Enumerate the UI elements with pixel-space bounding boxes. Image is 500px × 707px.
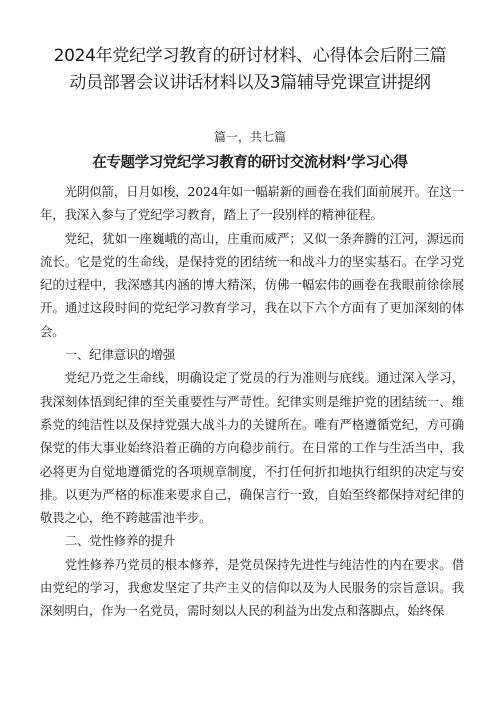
paragraph-section-1: 党纪乃党之生命线，明确设定了党员的行为准则与底线。通过深入学习，我深刻体悟到纪律的至关重要性与严苛性。纪律实则是维护党的团结统一、维系党的纯洁性以及保持党强大战斗力的关键所在。唯有严格遵循党纪，方可确保党的伟大事业始终沿着正确的方向稳步前行。在日常的工作与生活当中，我必将更为自觉地遵循党的各项规章制度，不打任何折扣地执行组织的决定与安排。以更为严格的标准来要求自己，确保言行一致，自始至终都保持对纪律的敬畏之心，绝不跨越雷池半步。	[40, 370, 464, 526]
paragraph-section-2: 党性修养乃党员的根本修养，是党员保持先进性与纯洁性的内在要求。借由党纪的学习，我愈发坚定了共产主义的信仰以及为人民服务的宗旨意识。我深刻明白，作为一名党员，需时刻以人民的利益为出发点和落脚点，始终保	[40, 556, 464, 619]
document-title-line-1: 2024年党纪学习教育的研讨材料、心得体会后附三篇	[53, 46, 447, 66]
paragraph-intro-2: 党纪，犹如一座巍峨的高山，庄重而威严；又似一条奔腾的江河，源远而流长。它是党的生命线，是保持党的团结统一和战斗力的坚实基石。在学习党纪的过程中，我深感其内涵的博大精深，仿佛一幅宏伟的画卷在我眼前徐徐展开。通过这段时间的党纪学习教育学习，我在以下六个方面有了更加深刻的体会。	[40, 230, 464, 339]
document-title-line-2: 动员部署会议讲话材料以及3篇辅导党课宣讲提纲	[69, 73, 431, 93]
section-heading-2: 二、党性修养的提升	[64, 533, 175, 549]
essay-title: 在专题学习党纪学习教育的研讨交流材料’学习心得	[92, 155, 408, 171]
document-title	[40, 43, 460, 97]
section-heading-1: 一、纪律意识的增强	[64, 347, 175, 363]
paragraph-intro-1: 光阴似箭，日月如梭，2024年如一幅崭新的画卷在我们面前展开。在这一年，我深入参与了党纪学习教育，踏上了一段别样的精神征程。	[40, 184, 464, 223]
section-label: 篇一，共七篇	[213, 130, 286, 144]
body-text	[40, 180, 464, 623]
